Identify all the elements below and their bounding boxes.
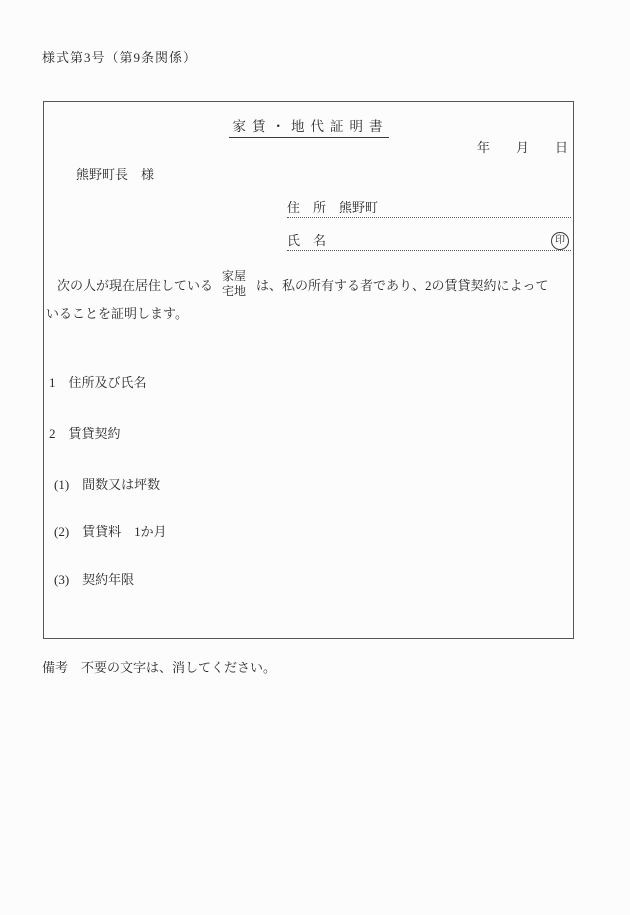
subitem-contract-term: (3) 契約年限 bbox=[54, 572, 135, 587]
house-or-land-choice bbox=[222, 269, 246, 299]
item-address-and-name: 1 住所及び氏名 bbox=[49, 375, 147, 390]
name-field bbox=[287, 232, 571, 251]
choice-land: 宅地 bbox=[222, 284, 247, 298]
addressee-line: 熊野町長 様 bbox=[76, 167, 155, 182]
certificate-box bbox=[43, 101, 574, 639]
body-text-left: 次の人が現在居住している bbox=[57, 277, 214, 293]
date-line: 年 月 日 bbox=[476, 140, 568, 155]
address-field bbox=[287, 199, 571, 218]
choice-house: 家屋 bbox=[222, 269, 247, 283]
body-text-right: は、私の所有する者であり、2の賃貸契約によって bbox=[256, 277, 549, 293]
address-value: 熊野町 bbox=[339, 200, 379, 215]
title-wrap bbox=[44, 115, 573, 138]
certificate-title: 家賃・地代証明書 bbox=[229, 115, 389, 138]
seal-character: 印 bbox=[555, 235, 565, 246]
body-paragraph-line1 bbox=[46, 269, 571, 299]
seal-icon bbox=[551, 232, 569, 250]
form-number-note: 様式第3号（第9条関係） bbox=[42, 50, 198, 65]
subitem-rent-per-month: (2) 賃貸料 1か月 bbox=[54, 524, 167, 539]
remarks-note: 備考 不要の文字は、消してください。 bbox=[42, 660, 277, 675]
subitem-rooms-or-area: (1) 間数又は坪数 bbox=[54, 477, 161, 492]
body-paragraph-line2: いることを証明します。 bbox=[46, 306, 188, 321]
item-lease-contract: 2 賃貸契約 bbox=[49, 426, 121, 441]
address-label: 住 所 bbox=[287, 200, 327, 215]
name-label: 氏 名 bbox=[287, 233, 327, 248]
